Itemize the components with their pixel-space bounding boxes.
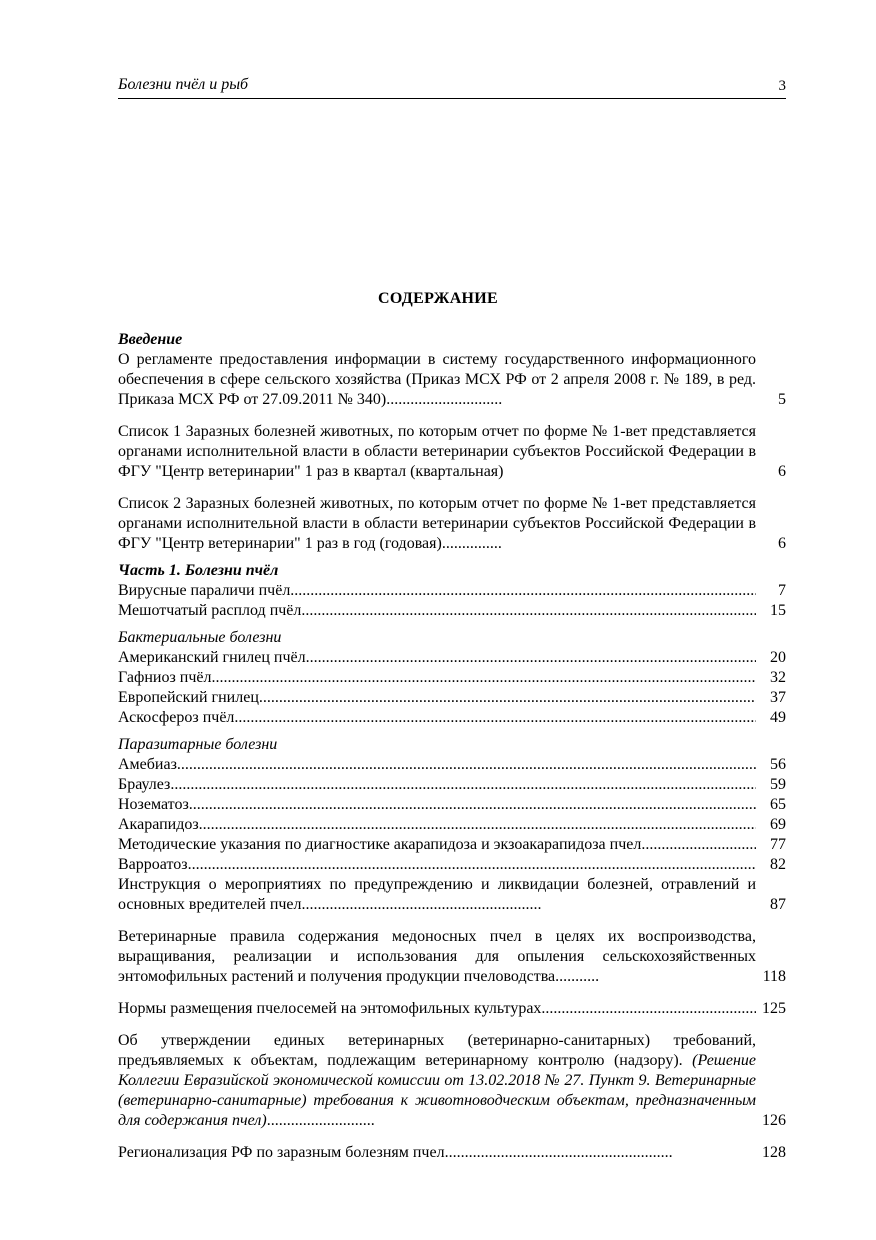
leader-dots	[306, 648, 756, 668]
toc-entry[interactable]	[118, 708, 786, 728]
toc-entry-text: Браулез	[118, 776, 171, 793]
toc-entry[interactable]	[118, 815, 786, 835]
toc-entry-note: (Решение Коллегии Евразийской экономической комиссии от 13.02.2018 № 27. Пункт 9. Ветеринарные (ветеринарно-санитарные) требования к животноводческим объектам, предназначенным для содержания пчел)	[118, 1052, 757, 1129]
leader-dots	[234, 708, 756, 728]
toc-entry-page: 6	[778, 535, 786, 552]
toc-entry[interactable]	[118, 668, 786, 688]
leader-dots	[199, 815, 756, 835]
toc-entry[interactable]	[118, 648, 786, 668]
toc-entry[interactable]: Ветеринарные правила содержания медоносных пчел в целях их воспроизводства, выращивания, реализации и использования для опыления сельскохозяйственных энтомофильных растений и получения продукции пчеловодства........... 118	[118, 928, 786, 985]
toc-entry[interactable]	[118, 999, 786, 1019]
toc-entry[interactable]	[118, 835, 786, 855]
toc-entry-page: 20	[770, 649, 786, 666]
toc-entry-page: 6	[778, 463, 786, 480]
toc-entry-text: Аскосфероз пчёл	[118, 709, 235, 726]
leader-dots	[211, 668, 756, 688]
toc-entry-page: 7	[778, 582, 786, 599]
leader-dots	[188, 855, 756, 875]
toc-entry[interactable]: Об утверждении единых ветеринарных (ветеринарно-санитарных) требований, предъявляемых к объектам, подлежащим ветеринарному контролю (надзору). (Решение Коллегии Евразийской экономической комиссии от 13.02.2018 № 27. Пункт 9. Ветеринарные (ветеринарно-санитарные) требования к животноводческим объектам, предназначенным для содержания пчел)........................... 126	[118, 1032, 786, 1129]
toc-heading: СОДЕРЖАНИЕ	[377, 290, 499, 307]
toc-entry[interactable]: О регламенте предоставления информации в систему государственного информационного обеспечения в сфере сельского хозяйства (Приказ МСХ РФ от 2 апреля 2008 г. № 189, в ред. Приказа МСХ РФ от 27.09.2011 № 340)............................. 5	[118, 351, 786, 408]
toc-entry-text: Акарапидоз	[118, 816, 199, 833]
toc-entry-page: 87	[770, 896, 786, 913]
toc-entry-text: Список 2 Заразных болезней животных, по которым отчет по форме № 1-вет представляется органами исполнительной власти в области ветеринарии субъектов Российской Федерации в ФГУ "Центр ветеринарии" 1 раз в год (годовая)	[118, 495, 756, 552]
toc-entry-page: 37	[770, 689, 786, 706]
leader-dots	[189, 795, 756, 815]
toc-entry-page: 59	[770, 776, 786, 793]
leader-dots	[290, 581, 756, 601]
toc-entry-page: 15	[770, 602, 786, 619]
toc-entry[interactable]: Регионализация РФ по заразным болезням пчел......................................................... 128	[118, 1144, 786, 1161]
toc-entry-text: Ветеринарные правила содержания медоносных пчел в целях их воспроизводства, выращивания, реализации и использования для опыления сельскохозяйственных энтомофильных растений и получения продукции пчеловодства	[118, 928, 756, 985]
toc-entry-page: 5	[778, 391, 786, 408]
toc-entry-text: О регламенте предоставления информации в систему государственного информационного обеспечения в сфере сельского хозяйства (Приказ МСХ РФ от 2 апреля 2008 г. № 189, в ред. Приказа МСХ РФ от 27.09.2011 № 340)	[118, 351, 756, 408]
leader-dots	[170, 775, 756, 795]
toc-entry[interactable]	[118, 775, 786, 795]
leader-dots	[641, 835, 756, 855]
leader-dots	[541, 999, 756, 1019]
page-number: 3	[778, 78, 786, 94]
toc-entry[interactable]	[118, 855, 786, 875]
running-header-title: Болезни пчёл и рыб	[118, 76, 249, 93]
section-bacterial-label: Бактериальные болезни	[118, 629, 282, 646]
bacterial-list	[118, 648, 786, 728]
toc-entry[interactable]	[118, 688, 786, 708]
toc-entry-page: 69	[770, 816, 786, 833]
leader-dots	[177, 755, 756, 775]
toc-entry-text: Об утверждении единых ветеринарных (ветеринарно-санитарных) требований, предъявляемых к объектам, подлежащим ветеринарному контролю (надзору).	[118, 1032, 756, 1069]
toc-entry-text: Методические указания по диагностике акарапидоза и экзоакарапидоза пчел	[118, 836, 642, 853]
toc-entry-page: 118	[762, 968, 786, 985]
toc-entry[interactable]	[118, 755, 786, 775]
toc-entry-text: Инструкция о мероприятиях по предупреждению и ликвидации болезней, отравлений и основных вредителей пчел	[118, 876, 756, 913]
viral-list	[118, 581, 786, 621]
toc-entry[interactable]	[118, 601, 786, 621]
toc-entry-text: Американский гнилец пчёл	[118, 649, 306, 666]
parasitic-list	[118, 755, 786, 915]
toc-entry[interactable]	[118, 581, 786, 601]
toc-entry-text: Варроатоз	[118, 856, 188, 873]
toc-entry-page: 32	[770, 669, 786, 686]
toc-entry-text: Нозематоз	[118, 796, 189, 813]
toc-entry-page: 65	[770, 796, 786, 813]
toc-entry-page: 128	[762, 1144, 786, 1161]
leader-dots	[259, 688, 756, 708]
toc-entry[interactable]	[118, 795, 786, 815]
toc-entry-text: Амебиаз	[118, 756, 177, 773]
toc-entry-text: Мешотчатый расплод пчёл	[118, 602, 302, 619]
toc-entry-page: 125	[762, 1000, 786, 1017]
toc-entry-page: 49	[770, 709, 786, 726]
toc-entry[interactable]: Инструкция о мероприятиях по предупреждению и ликвидации болезней, отравлений и основных вредителей пчел............................................................ 87	[118, 876, 786, 913]
toc-entry-text: Регионализация РФ по заразным болезням пчел	[118, 1144, 445, 1161]
toc-entry[interactable]	[118, 422, 786, 482]
section-part1-label: Часть 1. Болезни пчёл	[118, 562, 279, 579]
toc-entry-text: Нормы размещения пчелосемей на энтомофильных культурах	[118, 1000, 542, 1017]
leader-dots	[301, 601, 756, 621]
section-parasitic-label: Паразитарные болезни	[118, 736, 278, 753]
section-intro-label: Введение	[118, 331, 183, 348]
toc-entry-page: 77	[770, 836, 786, 853]
toc-entry[interactable]: Список 2 Заразных болезней животных, по которым отчет по форме № 1-вет представляется органами исполнительной власти в области ветеринарии субъектов Российской Федерации в ФГУ "Центр ветеринарии" 1 раз в год (годовая)............... 6	[118, 495, 786, 552]
toc-entry-text: Гафниоз пчёл	[118, 669, 212, 686]
toc-entry-text: Вирусные параличи пчёл	[118, 582, 291, 599]
toc-entry-page: 126	[762, 1112, 786, 1129]
toc-entry-page: 82	[770, 856, 786, 873]
table-of-contents	[118, 330, 786, 1163]
toc-entry-page: 56	[770, 756, 786, 773]
toc-entry-text: Список 1 Заразных болезней животных, по которым отчет по форме № 1-вет представляется органами исполнительной власти в области ветеринарии субъектов Российской Федерации в ФГУ "Центр ветеринарии" 1 раз в квартал (квартальная)	[118, 423, 756, 480]
toc-entry-text: Европейский гнилец	[118, 689, 259, 706]
running-header	[118, 76, 786, 99]
